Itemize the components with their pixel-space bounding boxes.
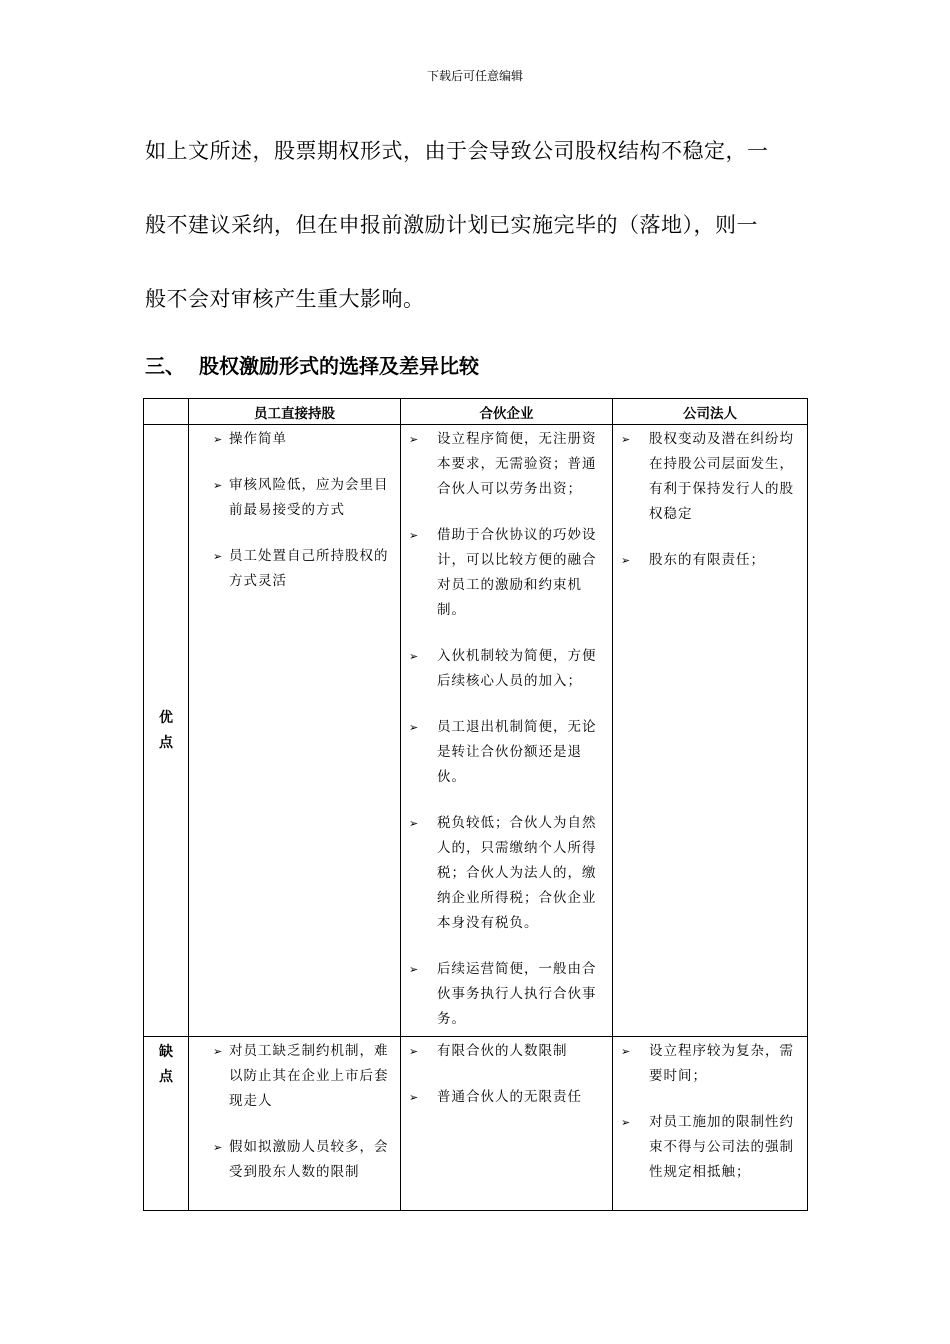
- list-item-text: 股东的有限责任；: [649, 552, 765, 568]
- list-item: [409, 811, 602, 936]
- list-item-text: 设立程序较为复杂，需要时间；: [649, 1043, 794, 1084]
- list-item: [409, 427, 602, 502]
- list-item: [621, 1110, 797, 1185]
- header-corner: [144, 399, 189, 425]
- section-heading: [145, 350, 479, 379]
- list-item: [197, 1039, 390, 1114]
- header-corporate: 公司法人: [613, 399, 808, 425]
- bullet-arrow-icon: ➢: [409, 817, 420, 830]
- comparison-table: [143, 398, 808, 1211]
- bullet-arrow-icon: ➢: [409, 650, 420, 663]
- bullet-arrow-icon: ➢: [409, 1045, 420, 1058]
- list-item: [197, 544, 390, 594]
- list-item: [621, 427, 797, 527]
- list-item-text: 股权变动及潜在纠纷均在持股公司层面发生，有利于保持发行人的股权稳定: [649, 431, 794, 522]
- list-item-text: 借助于合伙协议的巧妙设计，可以比较方便的融合对员工的激励和约束机制。: [437, 527, 597, 618]
- paragraph-line-3: 般不会对审核产生重大影响。: [145, 287, 425, 311]
- list-item: [409, 1085, 602, 1110]
- bullet-arrow-icon: ➢: [213, 1045, 224, 1058]
- section-number: 三、: [145, 354, 185, 378]
- list-item: [197, 473, 390, 523]
- list-item: [409, 957, 602, 1032]
- list-item: [621, 548, 797, 573]
- bullet-list: [401, 425, 612, 1036]
- table-header-row: [144, 399, 808, 425]
- list-item-text: 入伙机制较为简便，方便后续核心人员的加入；: [437, 648, 597, 689]
- cell-advantages-partnership: [401, 425, 613, 1037]
- bullet-arrow-icon: ➢: [409, 529, 420, 542]
- list-item: [621, 1039, 797, 1089]
- list-item: [197, 427, 390, 452]
- row-label-advantages: 优 点: [144, 425, 189, 1037]
- list-item-text: 对员工缺乏制约机制，难以防止其在企业上市后套现走人: [229, 1043, 389, 1109]
- page-header: 下载后可任意编辑: [426, 69, 523, 83]
- bullet-arrow-icon: ➢: [621, 1045, 632, 1058]
- list-item-text: 有限合伙的人数限制: [437, 1043, 568, 1059]
- bullet-arrow-icon: ➢: [213, 433, 224, 446]
- bullet-list: [401, 1037, 612, 1114]
- header-partnership: 合伙企业: [401, 399, 613, 425]
- list-item-text: 设立程序简便，无注册资本要求，无需验资；普通合伙人可以劳务出资；: [437, 431, 597, 497]
- list-item-text: 后续运营简便，一般由合伙事务执行人执行合伙事务。: [437, 961, 597, 1027]
- section-title: 股权激励形式的选择及差异比较: [199, 354, 479, 378]
- list-item-text: 假如拟激励人员较多，会受到股东人数的限制: [229, 1139, 389, 1180]
- list-item-text: 税负较低；合伙人为自然人的，只需缴纳个人所得税；合伙人为法人的，缴纳企业所得税；合伙企业本身没有税负。: [437, 815, 597, 931]
- bullet-arrow-icon: ➢: [621, 1116, 632, 1129]
- header-employee: 员工直接持股: [189, 399, 401, 425]
- bullet-arrow-icon: ➢: [409, 433, 420, 446]
- paragraph-line-1: 如上文所述，股票期权形式，由于会导致公司股权结构不稳定，一: [145, 139, 769, 163]
- table-row: [144, 1037, 808, 1211]
- bullet-arrow-icon: ➢: [409, 721, 420, 734]
- row-label-disadvantages: 缺 点: [144, 1037, 189, 1211]
- list-item-text: 审核风险低，应为会里目前最易接受的方式: [229, 477, 389, 518]
- list-item-text: 对员工施加的限制性约束不得与公司法的强制性规定相抵触；: [649, 1114, 794, 1180]
- list-item-text: 员工退出机制简便，无论是转让合伙份额还是退伙。: [437, 719, 597, 785]
- paragraph-line-2: 般不建议采纳，但在申报前激励计划已实施完毕的（落地），则一: [145, 213, 758, 237]
- bullet-list: [189, 425, 400, 598]
- list-item: [197, 1135, 390, 1185]
- bullet-arrow-icon: ➢: [409, 963, 420, 976]
- bullet-arrow-icon: ➢: [409, 1091, 420, 1104]
- bullet-list: [189, 1037, 400, 1189]
- bullet-list: [613, 1037, 807, 1189]
- bullet-list: [613, 425, 807, 577]
- cell-advantages-employee: [189, 425, 401, 1037]
- list-item: [409, 715, 602, 790]
- bullet-arrow-icon: ➢: [213, 1141, 224, 1154]
- cell-disadvantages-corporate: [613, 1037, 808, 1211]
- list-item-text: 普通合伙人的无限责任: [437, 1089, 582, 1105]
- cell-disadvantages-partnership: [401, 1037, 613, 1211]
- list-item: [409, 644, 602, 694]
- bullet-arrow-icon: ➢: [621, 554, 632, 567]
- cell-disadvantages-employee: [189, 1037, 401, 1211]
- bullet-arrow-icon: ➢: [213, 479, 224, 492]
- bullet-arrow-icon: ➢: [621, 433, 632, 446]
- list-item: [409, 1039, 602, 1064]
- cell-advantages-corporate: [613, 425, 808, 1037]
- table-row: [144, 425, 808, 1037]
- list-item-text: 操作简单: [229, 431, 287, 447]
- list-item-text: 员工处置自己所持股权的方式灵活: [229, 548, 389, 589]
- bullet-arrow-icon: ➢: [213, 550, 224, 563]
- list-item: [409, 523, 602, 623]
